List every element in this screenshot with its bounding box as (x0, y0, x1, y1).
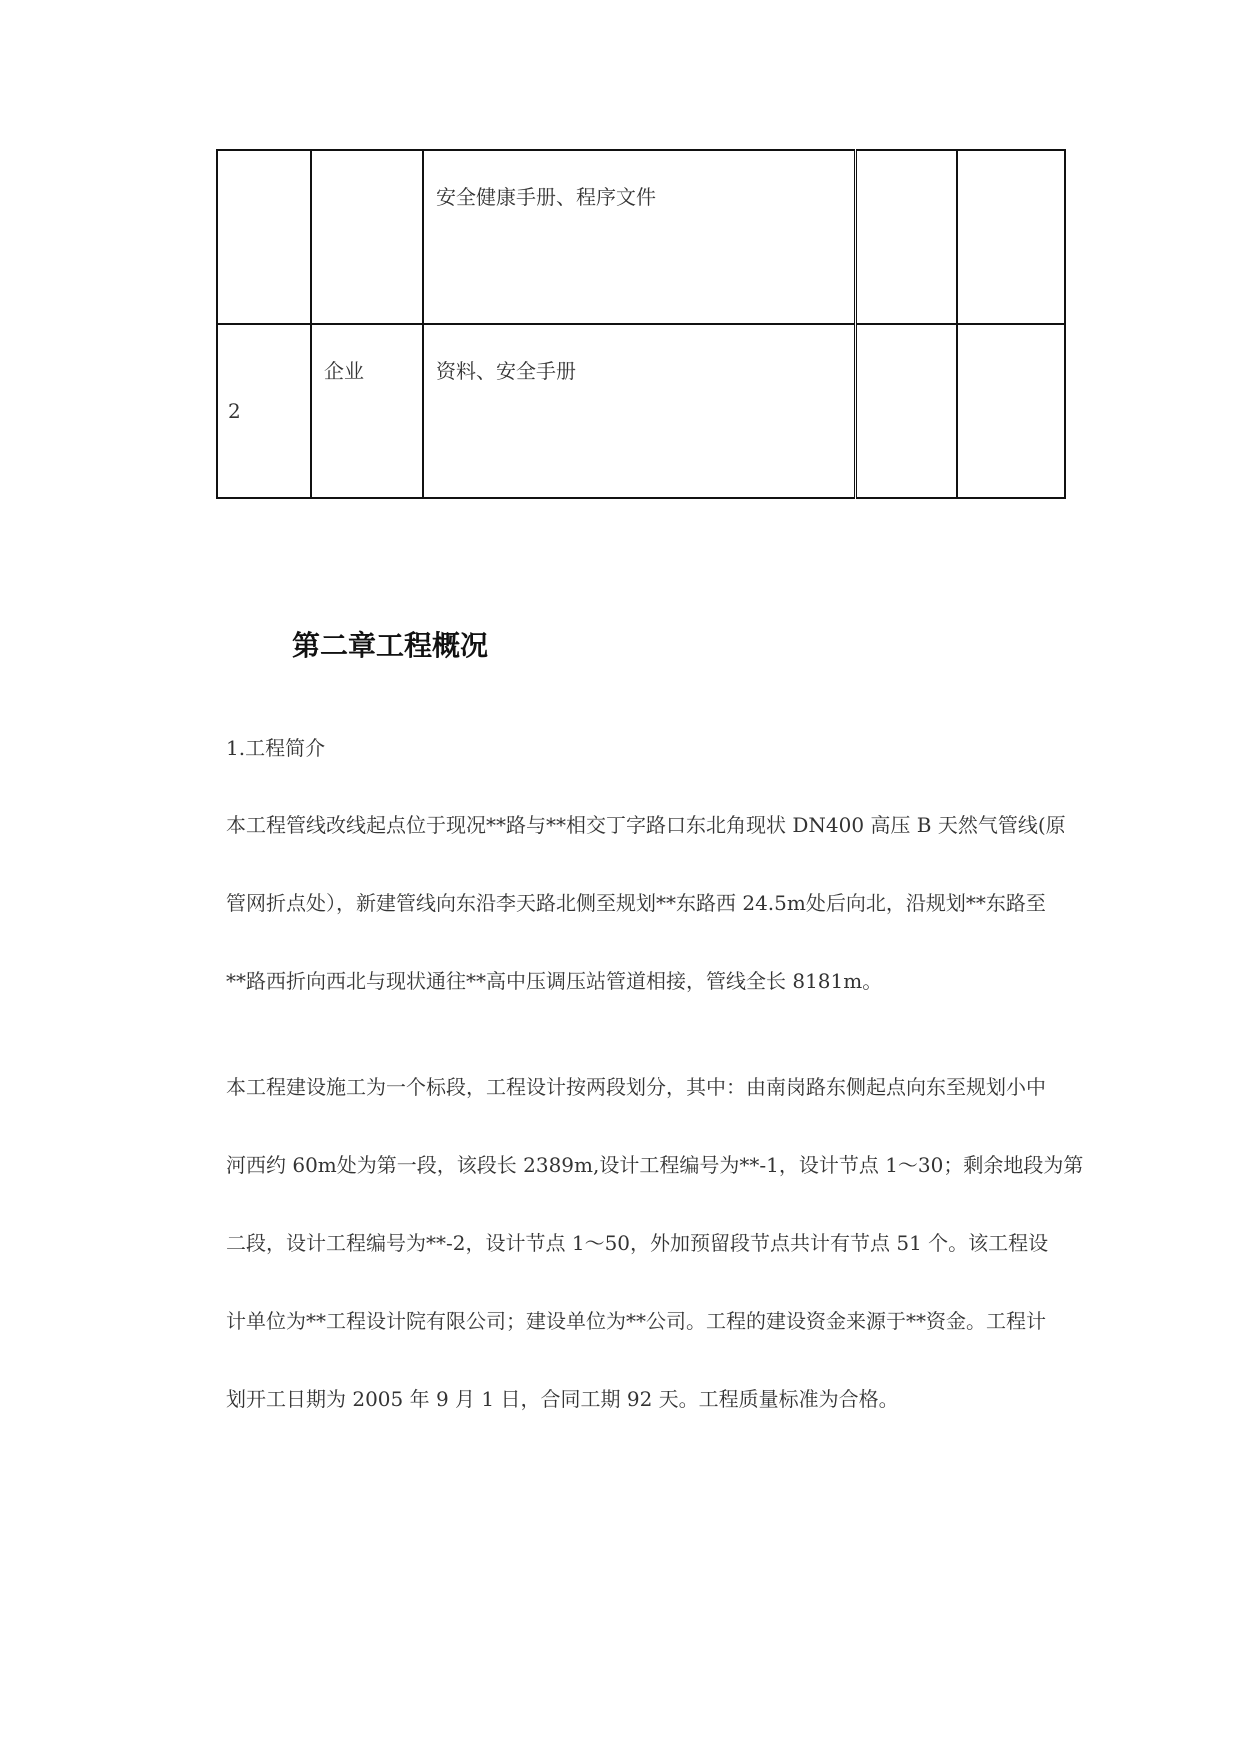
table-cell-content: 安全健康手册、程序文件 (423, 150, 855, 324)
table-cell-col4 (855, 324, 957, 498)
table-cell-no (217, 150, 311, 324)
table-cell-col4 (855, 150, 957, 324)
table-cell-no: 2 (217, 324, 311, 498)
paragraph-line: 计单位为**工程设计院有限公司；建设单位为**公司。工程的建设资金来源于**资金。工程计 (226, 1309, 1046, 1333)
table-cell-col5 (957, 324, 1065, 498)
section-heading: 1.工程简介 (226, 736, 326, 760)
paragraph-project-overview (226, 786, 1126, 1020)
document-table (216, 149, 1066, 499)
table-cell-col5 (957, 150, 1065, 324)
paragraph-construction-details (226, 1048, 1126, 1438)
paragraph-line: 河西约 60m处为第一段，该段长 2389m,设计工程编号为**-1，设计节点 1～30；剩余地段为第 (226, 1153, 1084, 1177)
paragraph-line: 本工程管线改线起点位于现况**路与**相交丁字路口东北角现状 DN400 高压 B 天然气管线(原 (226, 813, 1066, 837)
chapter-title: 第二章工程概况 (292, 629, 489, 662)
paragraph-line: 划开工日期为 2005 年 9 月 1 日，合同工期 92 天。工程质量标准为合格。 (226, 1387, 899, 1411)
paragraph-line: **路西折向西北与现状通往**高中压调压站管道相接，管线全长 8181m。 (226, 969, 883, 993)
table-cell-category (311, 150, 423, 324)
table-cell-content: 资料、安全手册 (423, 324, 855, 498)
paragraph-line: 本工程建设施工为一个标段，工程设计按两段划分，其中：由南岗路东侧起点向东至规划小中 (226, 1075, 1046, 1099)
table-cell-category: 企业 (311, 324, 423, 498)
table-row (217, 150, 1065, 324)
paragraph-line: 二段，设计工程编号为**-2，设计节点 1～50，外加预留段节点共计有节点 51 个。该工程设 (226, 1231, 1049, 1255)
paragraph-line: 管网折点处），新建管线向东沿李天路北侧至规划**东路西 24.5m处后向北，沿规划**东路至 (226, 891, 1046, 915)
table-row (217, 324, 1065, 498)
